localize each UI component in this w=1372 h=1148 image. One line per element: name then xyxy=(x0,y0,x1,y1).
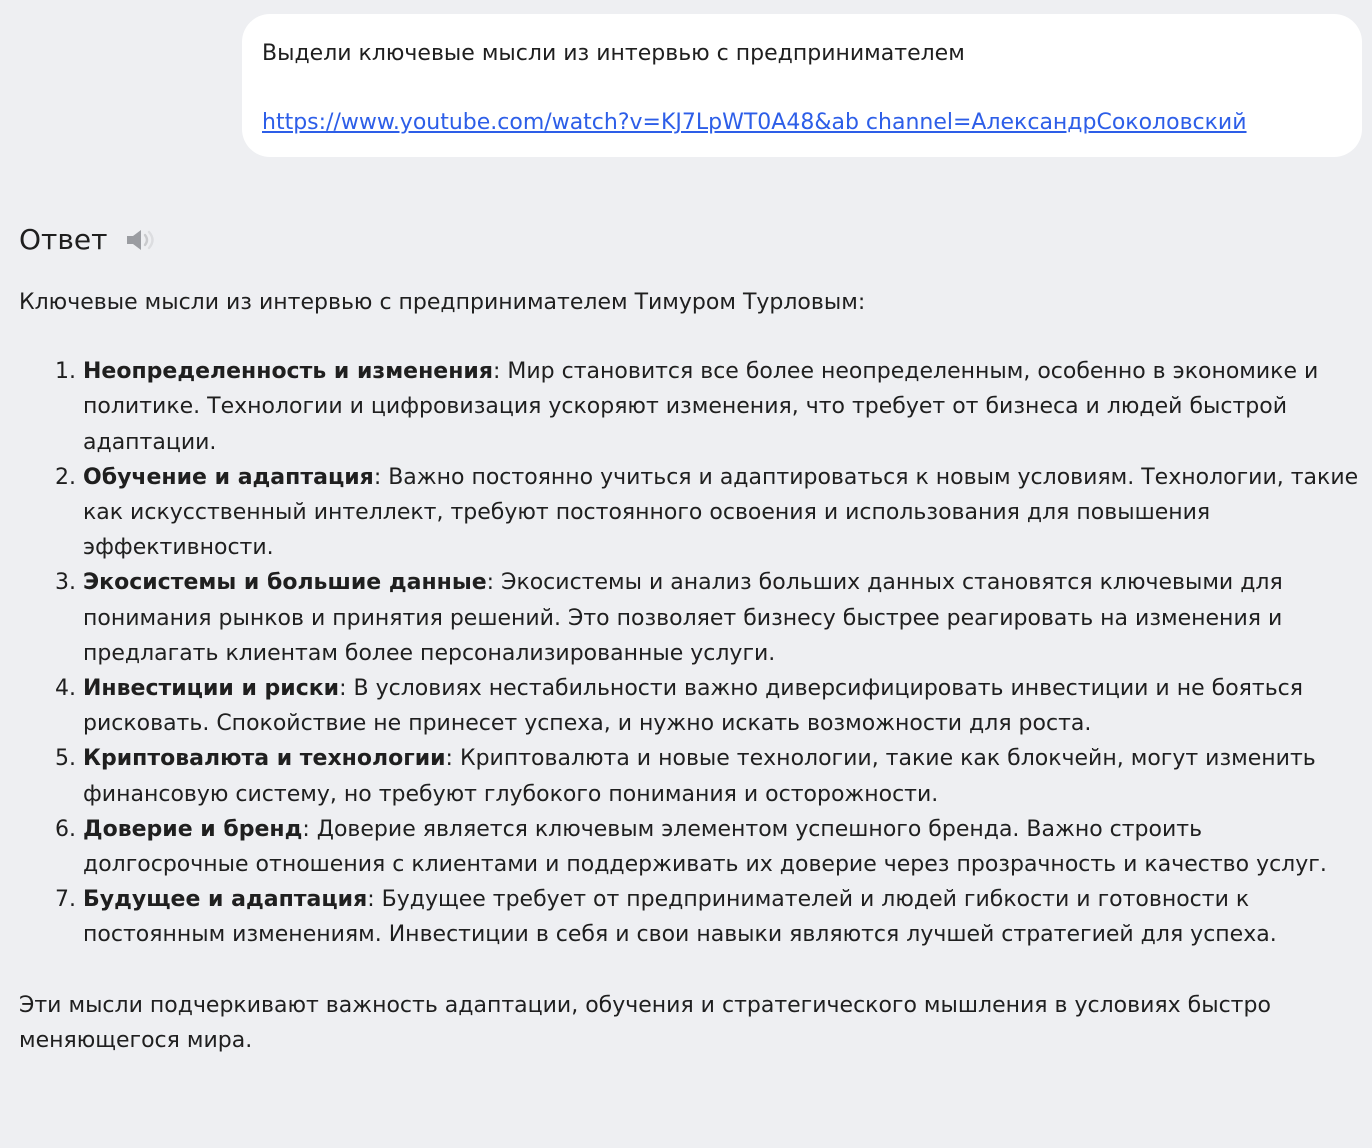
answer-body xyxy=(19,285,1359,1058)
list-item xyxy=(83,460,1359,566)
point-text: : В условиях нестабильности важно диверсифицировать инвестиции и не бояться рисковать. Спокойствие не принесет успеха, и нужно искать возможности для роста. xyxy=(83,676,1304,737)
list-item xyxy=(83,671,1359,741)
point-title: Инвестиции и риски xyxy=(83,676,340,702)
point-text: : Криптовалюта и новые технологии, такие как блокчейн, могут изменить финансовую систему, но требуют глубокого понимания и осторожности. xyxy=(83,746,1316,807)
point-title: Доверие и бренд xyxy=(83,816,303,842)
list-item xyxy=(83,741,1359,811)
point-title: Криптовалюта и технологии xyxy=(83,746,446,772)
user-message-bubble xyxy=(242,14,1362,157)
answer-conclusion: Эти мысли подчеркивают важность адаптации, обучения и стратегического мышления в условиях быстро меняющегося мира. xyxy=(19,992,1271,1053)
point-text: : Мир становится все более неопределенным, особенно в экономике и политике. Технологии и цифровизация ускоряют изменения, что требует от бизнеса и людей быстрой адаптации. xyxy=(83,359,1319,455)
point-text: : Доверие является ключевым элементом успешного бренда. Важно строить долгосрочные отношения с клиентами и поддерживать их доверие через прозрачность и качество услуг. xyxy=(83,816,1327,878)
point-title: Экосистемы и большие данные xyxy=(83,570,487,596)
answer-intro: Ключевые мысли из интервью с предпринимателем Тимуром Турловым: xyxy=(19,290,866,315)
list-item xyxy=(83,882,1359,952)
point-text: : Экосистемы и анализ больших данных становятся ключевыми для понимания рынков и принятия решений. Это позволяет бизнесу быстрее реагировать на изменения и предлагать клиентам более персонализированные услуги. xyxy=(83,570,1283,666)
youtube-link[interactable]: https://www.youtube.com/watch?v=KJ7LpWT0A48&ab channel=АлександрСоколовский xyxy=(262,110,1247,135)
list-item xyxy=(83,565,1359,671)
list-item xyxy=(83,354,1359,460)
point-title: Обучение и адаптация xyxy=(83,464,374,490)
point-text: : Будущее требует от предпринимателей и людей гибкости и готовности к постоянным изменениям. Инвестиции в себя и свои навыки являются лучшей стратегией для успеха. xyxy=(83,887,1277,948)
speaker-icon[interactable] xyxy=(125,227,157,253)
list-item xyxy=(83,812,1359,882)
point-text: : Важно постоянно учиться и адаптироваться к новым условиям. Технологии, такие как искусственный интеллект, требуют постоянного освоения и использования для повышения эффективности. xyxy=(83,464,1359,561)
point-title: Неопределенность и изменения xyxy=(83,359,493,385)
user-message-text: Выдели ключевые мысли из интервью с предпринимателем xyxy=(262,41,965,66)
point-title: Будущее и адаптация xyxy=(83,887,368,913)
answer-title: Ответ xyxy=(19,223,108,256)
answer-header xyxy=(19,220,157,260)
key-points-list xyxy=(19,354,1359,952)
